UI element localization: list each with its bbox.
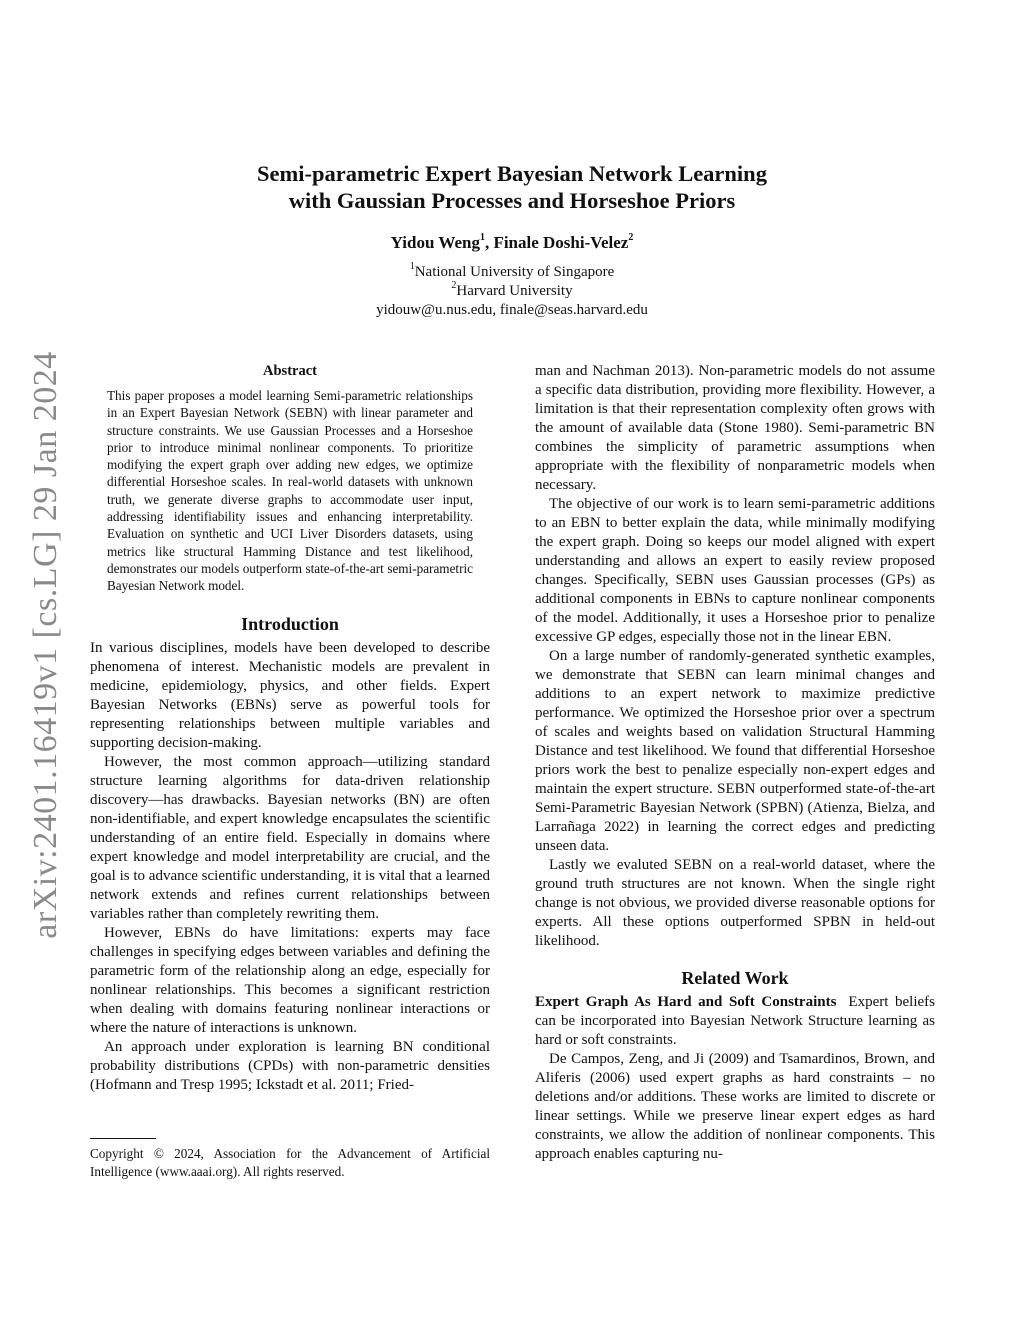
abstract-text: This paper proposes a model learning Semi-parametric relationships in an Expert Bayesian Network (SEBN) with linear parameter and structure constraints. We use Gaussian Processes and a Horseshoe prior to introduce minimal nonlinear components. To prioritize modifying the expert graph over adding new edges, we optimize differential Horseshoe scales. In real-world datasets with unknown truth, we generate diverse graphs to accommodate user input, addressing identifiability issues and enhancing interpretability. Evaluation on synthetic and UCI Liver Disorders datasets, using metrics like structural Hamming Distance and test likelihood, demonstrates our models outperform state-of-the-art semi-parametric Bayesian Network model. bbox=[107, 388, 473, 594]
author-1-affil-mark: 1 bbox=[479, 232, 485, 244]
author-emails: yidouw@u.nus.edu, finale@seas.harvard.edu bbox=[376, 302, 648, 318]
intro-paragraph-5: The objective of our work is to learn semi-parametric additions to an EBN to better explain the data, while minimally modifying the expert graph. Doing so keeps our model aligned with expert understanding and allows an expert to easily review proposed changes. Specifically, SEBN uses Gaussian processes (GPs) as additional components in EBNs to capture nonlinear components of the model. Additionally, it uses a Horseshoe prior to penalize excessive GP edges, especially those not in the linear EBN. bbox=[535, 496, 935, 645]
intro-paragraph-3: However, EBNs do have limitations: experts may face challenges in specifying edges between variables and defining the parametric form of the relationship along an edge, especially for nonlinear relationships. This becomes a significant restriction when dealing with domains featuring nonlinear interactions or where the nature of interactions is unknown. bbox=[90, 924, 490, 1036]
author-2-name: Finale Doshi-Velez bbox=[493, 233, 629, 252]
intro-paragraph-6: On a large number of randomly-generated synthetic examples, we demonstrate that SEBN can learn minimal changes and additions to an expert network to maximize predictive performance. We optimized the Horseshoe prior over a spectrum of scales and weights based on validation Structural Hamming Distance and test likelihood. We found that differential Horseshoe priors work the best to penalize especially non-expert edges and maintain the expert structure. SEBN outperformed state-of-the-art Semi-Parametric Bayesian Network (SPBN) (Atienza, Bielza, and Larrañaga 2022) in learning the correct edges and predicting unseen data. bbox=[535, 648, 935, 854]
affiliation-2 bbox=[160, 282, 864, 301]
related-work-paragraph-1-text: Expert beliefs can be incorporated into Bayesian Network Structure learning as hard or soft constraints. bbox=[535, 994, 936, 1048]
author-list bbox=[160, 232, 864, 254]
intro-paragraph-4: An approach under exploration is learning BN conditional probability distributions (CPDs) with non-parametric densities (Hofmann and Tresp 1995; Ickstadt et al. 2011; Fried- bbox=[90, 1038, 490, 1093]
affiliation-1-mark: 1 bbox=[409, 261, 415, 272]
related-work-paragraph-2: De Campos, Zeng, and Ji (2009) and Tsamardinos, Brown, and Aliferis (2006) used expert graphs as hard constraints – no deletions and/or additions. These works are limited to discrete or linear settings. While we preserve linear expert edges as hard constraints, we allow the addition of nonlinear components. This approach enables capturing nu- bbox=[535, 1051, 935, 1162]
copyright-footnote bbox=[90, 1138, 490, 1180]
affiliation-2-name: Harvard University bbox=[456, 283, 573, 299]
run-in-heading: Expert Graph As Hard and Soft Constraints bbox=[535, 994, 837, 1010]
right-column bbox=[535, 362, 935, 1164]
introduction-heading: Introduction bbox=[241, 613, 339, 634]
affiliations bbox=[160, 263, 864, 320]
left-column bbox=[90, 362, 490, 1095]
author-2-affil-mark: 2 bbox=[628, 232, 634, 244]
intro-paragraph-1: In various disciplines, models have been developed to describe phenomena of interest. Mechanistic models are prevalent in medicine, epidemiology, physics, and other fields. Expert Bayesian Networks (EBNs) serve as powerful tools for representing relationships between multiple variables and supporting decision-making. bbox=[90, 639, 490, 751]
affiliation-1 bbox=[160, 263, 864, 282]
intro-paragraph-2: However, the most common approach—utilizing standard structure learning algorithms for data-driven relationship discovery—has drawbacks. Bayesian networks (BN) are often non-identifiable, and expert knowledge encapsulates the scientific understanding of an entire field. Especially in domains where expert knowledge and model interpretability are crucial, and the goal is to advance scientific understanding, it is vital that a learned network extends and refines current relationships between variables rather than completely rewriting them. bbox=[90, 753, 490, 922]
title-line-1: Semi-parametric Expert Bayesian Network Learning bbox=[257, 161, 767, 186]
related-work-paragraph-1 bbox=[535, 993, 935, 1050]
intro-paragraph-4-continued: man and Nachman 2013). Non-parametric models do not assume a specific data distribution, providing more flexibility. However, a limitation is that their representation complexity often grows with the amount of available data (Stone 1980). Semi-parametric BN combines the simplicity of parametric assumptions when appropriate with the flexibility of nonparametric models when necessary. bbox=[535, 363, 935, 493]
copyright-text: Copyright © 2024, Association for the Advancement of Artificial Intelligence (www.aaai.org). All rights reserved. bbox=[90, 1146, 490, 1179]
paper-title bbox=[160, 160, 864, 214]
abstract-section bbox=[90, 362, 490, 595]
footnote-rule bbox=[90, 1138, 156, 1139]
affiliation-2-mark: 2 bbox=[451, 280, 457, 291]
abstract-heading: Abstract bbox=[263, 363, 317, 379]
affiliation-1-name: National University of Singapore bbox=[414, 264, 615, 280]
intro-paragraph-7: Lastly we evaluted SEBN on a real-world dataset, where the ground truth structures are not known. When the single right change is not obvious, we provided diverse reasonable options for experts. All these options outperformed SPBN in held-out likelihood. bbox=[535, 857, 935, 949]
author-1-name: Yidou Weng bbox=[390, 233, 480, 252]
arxiv-identifier: arXiv:2401.16419v1 [cs.LG] 29 Jan 2024 bbox=[27, 351, 64, 939]
author-separator: , bbox=[484, 233, 494, 252]
title-line-2: with Gaussian Processes and Horseshoe Priors bbox=[288, 188, 736, 213]
related-work-heading: Related Work bbox=[681, 968, 789, 988]
